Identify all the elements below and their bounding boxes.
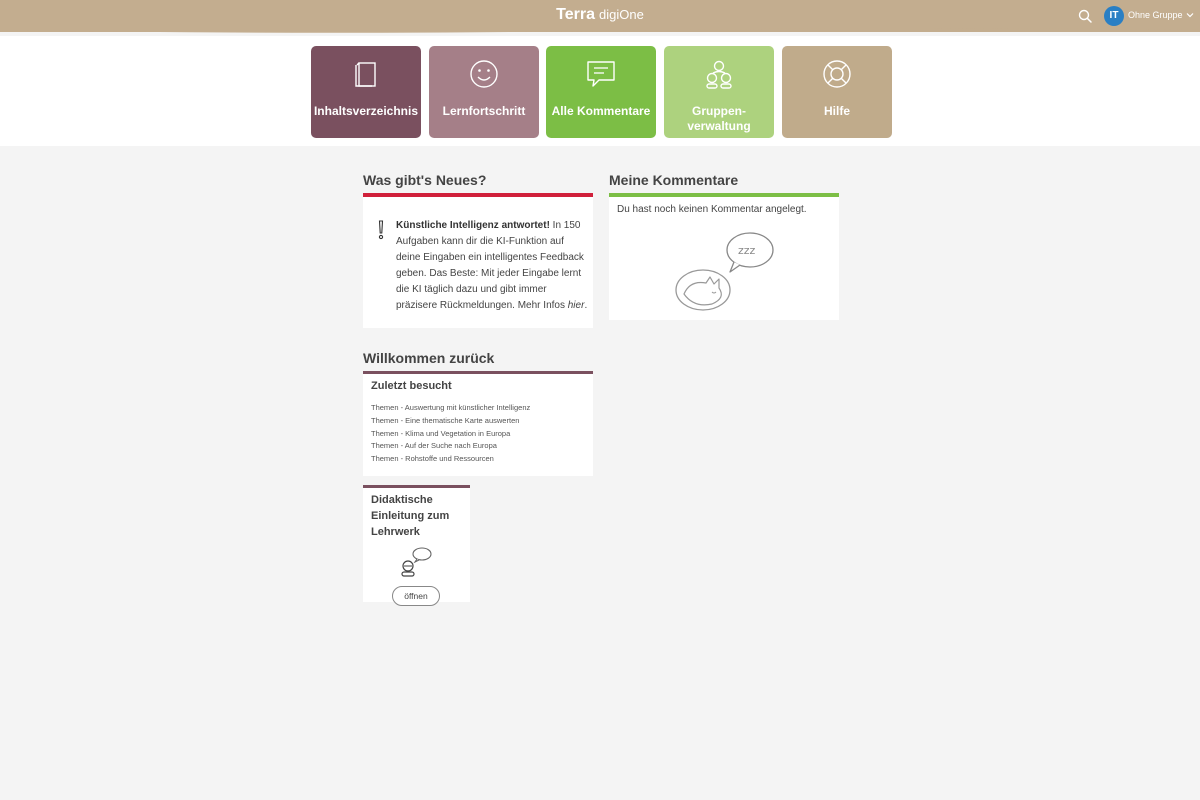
tile-alle-kommentare[interactable]	[546, 46, 656, 138]
welcome-heading: Willkommen zurück	[363, 350, 495, 366]
tile-label: Lernfortschritt	[442, 104, 526, 118]
book-icon	[350, 58, 382, 90]
group-selector-label[interactable]: Ohne Gruppe	[1128, 10, 1183, 20]
recent-list	[371, 402, 530, 466]
brand-logo[interactable]	[0, 6, 1200, 24]
news-body: In 150 Aufgaben kann dir die KI-Funktion auf deine Eingaben ein intelligentes Feedback geben. Das Beste: Mit jeder Eingabe lernt die KI täglich dazu und gibt immer präzisere Rückmeldungen. Mehr Infos	[396, 220, 584, 311]
exclamation-icon	[376, 220, 386, 240]
tile-gruppenverwaltung[interactable]	[664, 46, 774, 138]
tile-inhaltsverzeichnis[interactable]	[311, 46, 421, 138]
list-item[interactable]: Themen - Eine thematische Karte auswerten	[371, 415, 520, 425]
didactic-title: Didaktische Einleitung zum Lehrwerk	[371, 494, 450, 538]
recent-heading: Zuletzt besucht	[371, 380, 452, 392]
sleeping-cat-icon	[672, 228, 776, 314]
avatar[interactable]: IT	[1104, 6, 1124, 26]
news-link[interactable]: hier	[567, 300, 585, 311]
brand-main: Terra	[556, 6, 596, 23]
list-item[interactable]: Themen - Klima und Vegetation in Europa	[371, 428, 511, 438]
tile-label: Gruppen- verwaltung	[687, 104, 751, 133]
brand-sub: digiOne	[599, 7, 644, 22]
list-item[interactable]: Themen - Rohstoffe und Ressourcen	[371, 454, 494, 464]
search-icon[interactable]	[1077, 8, 1093, 24]
comments-heading: Meine Kommentare	[609, 172, 739, 188]
lifebuoy-icon	[821, 58, 853, 90]
list-item[interactable]: Themen - Auf der Suche nach Europa	[371, 441, 497, 451]
news-heading: Was gibt's Neues?	[363, 172, 487, 188]
sleep-bubble-text: zzz	[738, 244, 756, 257]
group-icon	[703, 58, 735, 90]
list-item[interactable]: Themen - Auswertung mit künstlicher Intelligenz	[371, 403, 531, 412]
tile-label: Hilfe	[823, 104, 850, 118]
tile-hilfe[interactable]	[782, 46, 892, 138]
news-tail: .	[584, 300, 588, 311]
speaker-icon	[398, 546, 434, 578]
open-button[interactable]: öffnen	[392, 586, 440, 606]
navigation-tiles	[0, 36, 1200, 146]
tile-lernfortschritt[interactable]	[429, 46, 539, 138]
tile-label: Inhaltsverzeichnis	[313, 104, 419, 118]
tile-label: Alle Kommentare	[551, 104, 651, 118]
empty-comments-text: Du hast noch keinen Kommentar angelegt.	[617, 204, 807, 215]
header-wave	[0, 26, 1200, 36]
chevron-down-icon[interactable]	[1186, 11, 1194, 19]
news-text	[396, 218, 588, 314]
smiley-icon	[468, 58, 500, 90]
comment-icon	[585, 58, 617, 90]
news-headline: Künstliche Intelligenz antwortet!	[396, 220, 550, 231]
